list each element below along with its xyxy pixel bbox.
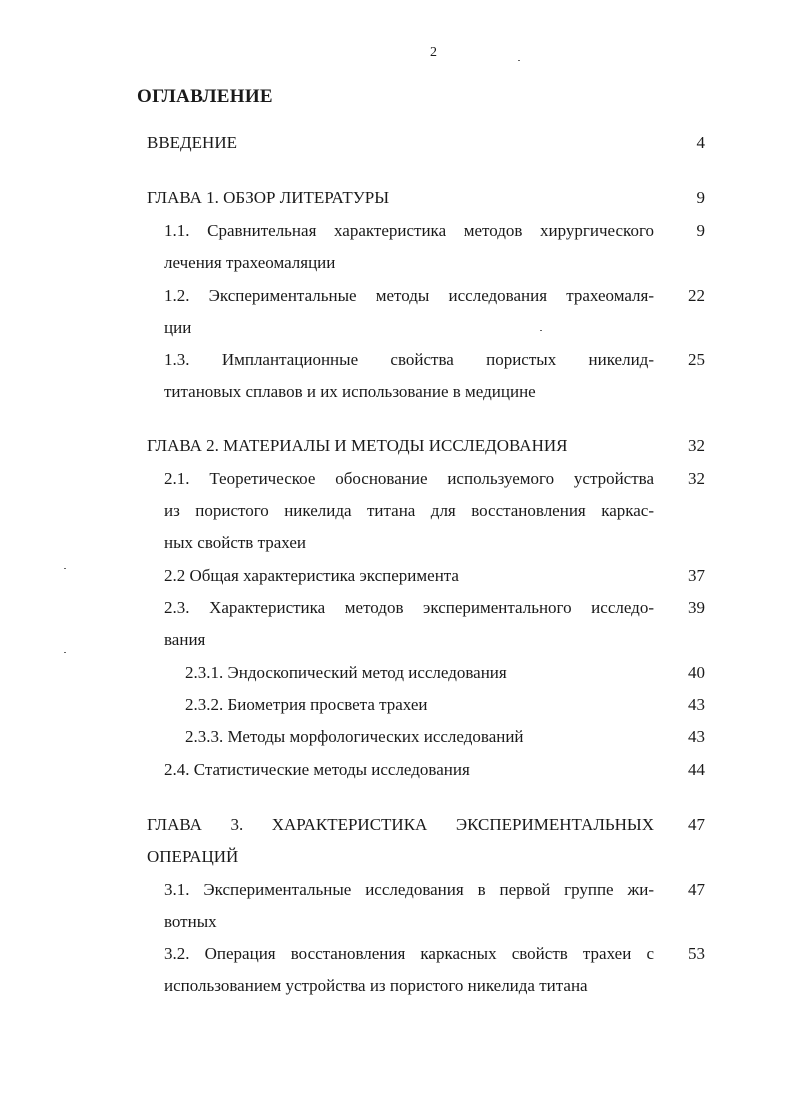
toc-entry-title-cont: ных свойств трахеи: [164, 533, 306, 552]
toc-entry-page: 37: [688, 566, 705, 585]
toc-entry-title: 3.1. Экспериментальные исследования в первой группе жи-: [164, 880, 654, 899]
toc-entry-title: ГЛАВА 2. МАТЕРИАЛЫ И МЕТОДЫ ИССЛЕДОВАНИЯ: [147, 436, 568, 455]
toc-entry-title-cont: из пористого никелида титана для восстановления каркас-: [164, 501, 654, 520]
toc-entry-page: 43: [688, 727, 705, 746]
toc-heading: ОГЛАВЛЕНИЕ: [137, 86, 273, 107]
toc-entry-title: ГЛАВА 3. ХАРАКТЕРИСТИКА ЭКСПЕРИМЕНТАЛЬНЫХ: [147, 815, 654, 834]
toc-entry-title-cont: использованием устройства из пористого никелида титана: [164, 976, 588, 995]
scan-speck: [64, 652, 66, 653]
toc-entry-page: 4: [696, 133, 705, 152]
page-number: 2: [430, 45, 437, 60]
toc-entry-page: 43: [688, 695, 705, 714]
toc-entry-title: 1.1. Сравнительная характеристика методов хирургического: [164, 221, 654, 240]
toc-entry-title-cont: титановых сплавов и их использование в медицине: [164, 382, 536, 401]
toc-entry-title: 1.3. Имплантационные свойства пористых никелид-: [164, 350, 654, 369]
toc-entry-page: 39: [688, 598, 705, 617]
toc-entry-title: 2.4. Статистические методы исследования: [164, 760, 470, 779]
toc-entry-page: 47: [688, 880, 705, 899]
toc-entry-title: 3.2. Операция восстановления каркасных свойств трахеи с: [164, 944, 654, 963]
toc-entry-title-cont: вотных: [164, 912, 217, 931]
toc-entry-page: 53: [688, 944, 705, 963]
toc-entry-title: 2.3.1. Эндоскопический метод исследования: [185, 663, 507, 682]
toc-entry-page: 9: [696, 221, 705, 240]
toc-entry-page: 47: [688, 815, 705, 834]
toc-entry-title: 2.3.3. Методы морфологических исследований: [185, 727, 524, 746]
toc-entry-page: 32: [688, 436, 705, 455]
scan-speck: [540, 330, 542, 331]
scan-speck: [518, 60, 520, 61]
toc-entry-page: 32: [688, 469, 705, 488]
toc-entry-title: ГЛАВА 1. ОБЗОР ЛИТЕРАТУРЫ: [147, 188, 390, 207]
toc-entry-title-cont: вания: [164, 630, 206, 649]
toc-entry-page: 25: [688, 350, 705, 369]
toc-entry-page: 22: [688, 286, 705, 305]
scan-speck: [64, 568, 66, 569]
toc-entry-title: 2.3. Характеристика методов экспериментального исследо-: [164, 598, 654, 617]
toc-entry-title: 2.1. Теоретическое обоснование используемого устройства: [164, 469, 654, 488]
toc-entry-title: 2.2 Общая характеристика эксперимента: [164, 566, 459, 585]
toc-entry-title: 1.2. Экспериментальные методы исследования трахеомаля-: [164, 286, 654, 305]
toc-entry-title: 2.3.2. Биометрия просвета трахеи: [185, 695, 428, 714]
toc-entry-title: ВВЕДЕНИЕ: [147, 133, 237, 152]
toc-entry-title-cont: лечения трахеомаляции: [164, 253, 336, 272]
toc-entry-page: 40: [688, 663, 705, 682]
toc-entry-page: 44: [688, 760, 705, 779]
toc-entry-title-cont: ОПЕРАЦИЙ: [147, 847, 239, 866]
toc-entry-title-cont: ции: [164, 318, 192, 337]
toc-entry-page: 9: [696, 188, 705, 207]
